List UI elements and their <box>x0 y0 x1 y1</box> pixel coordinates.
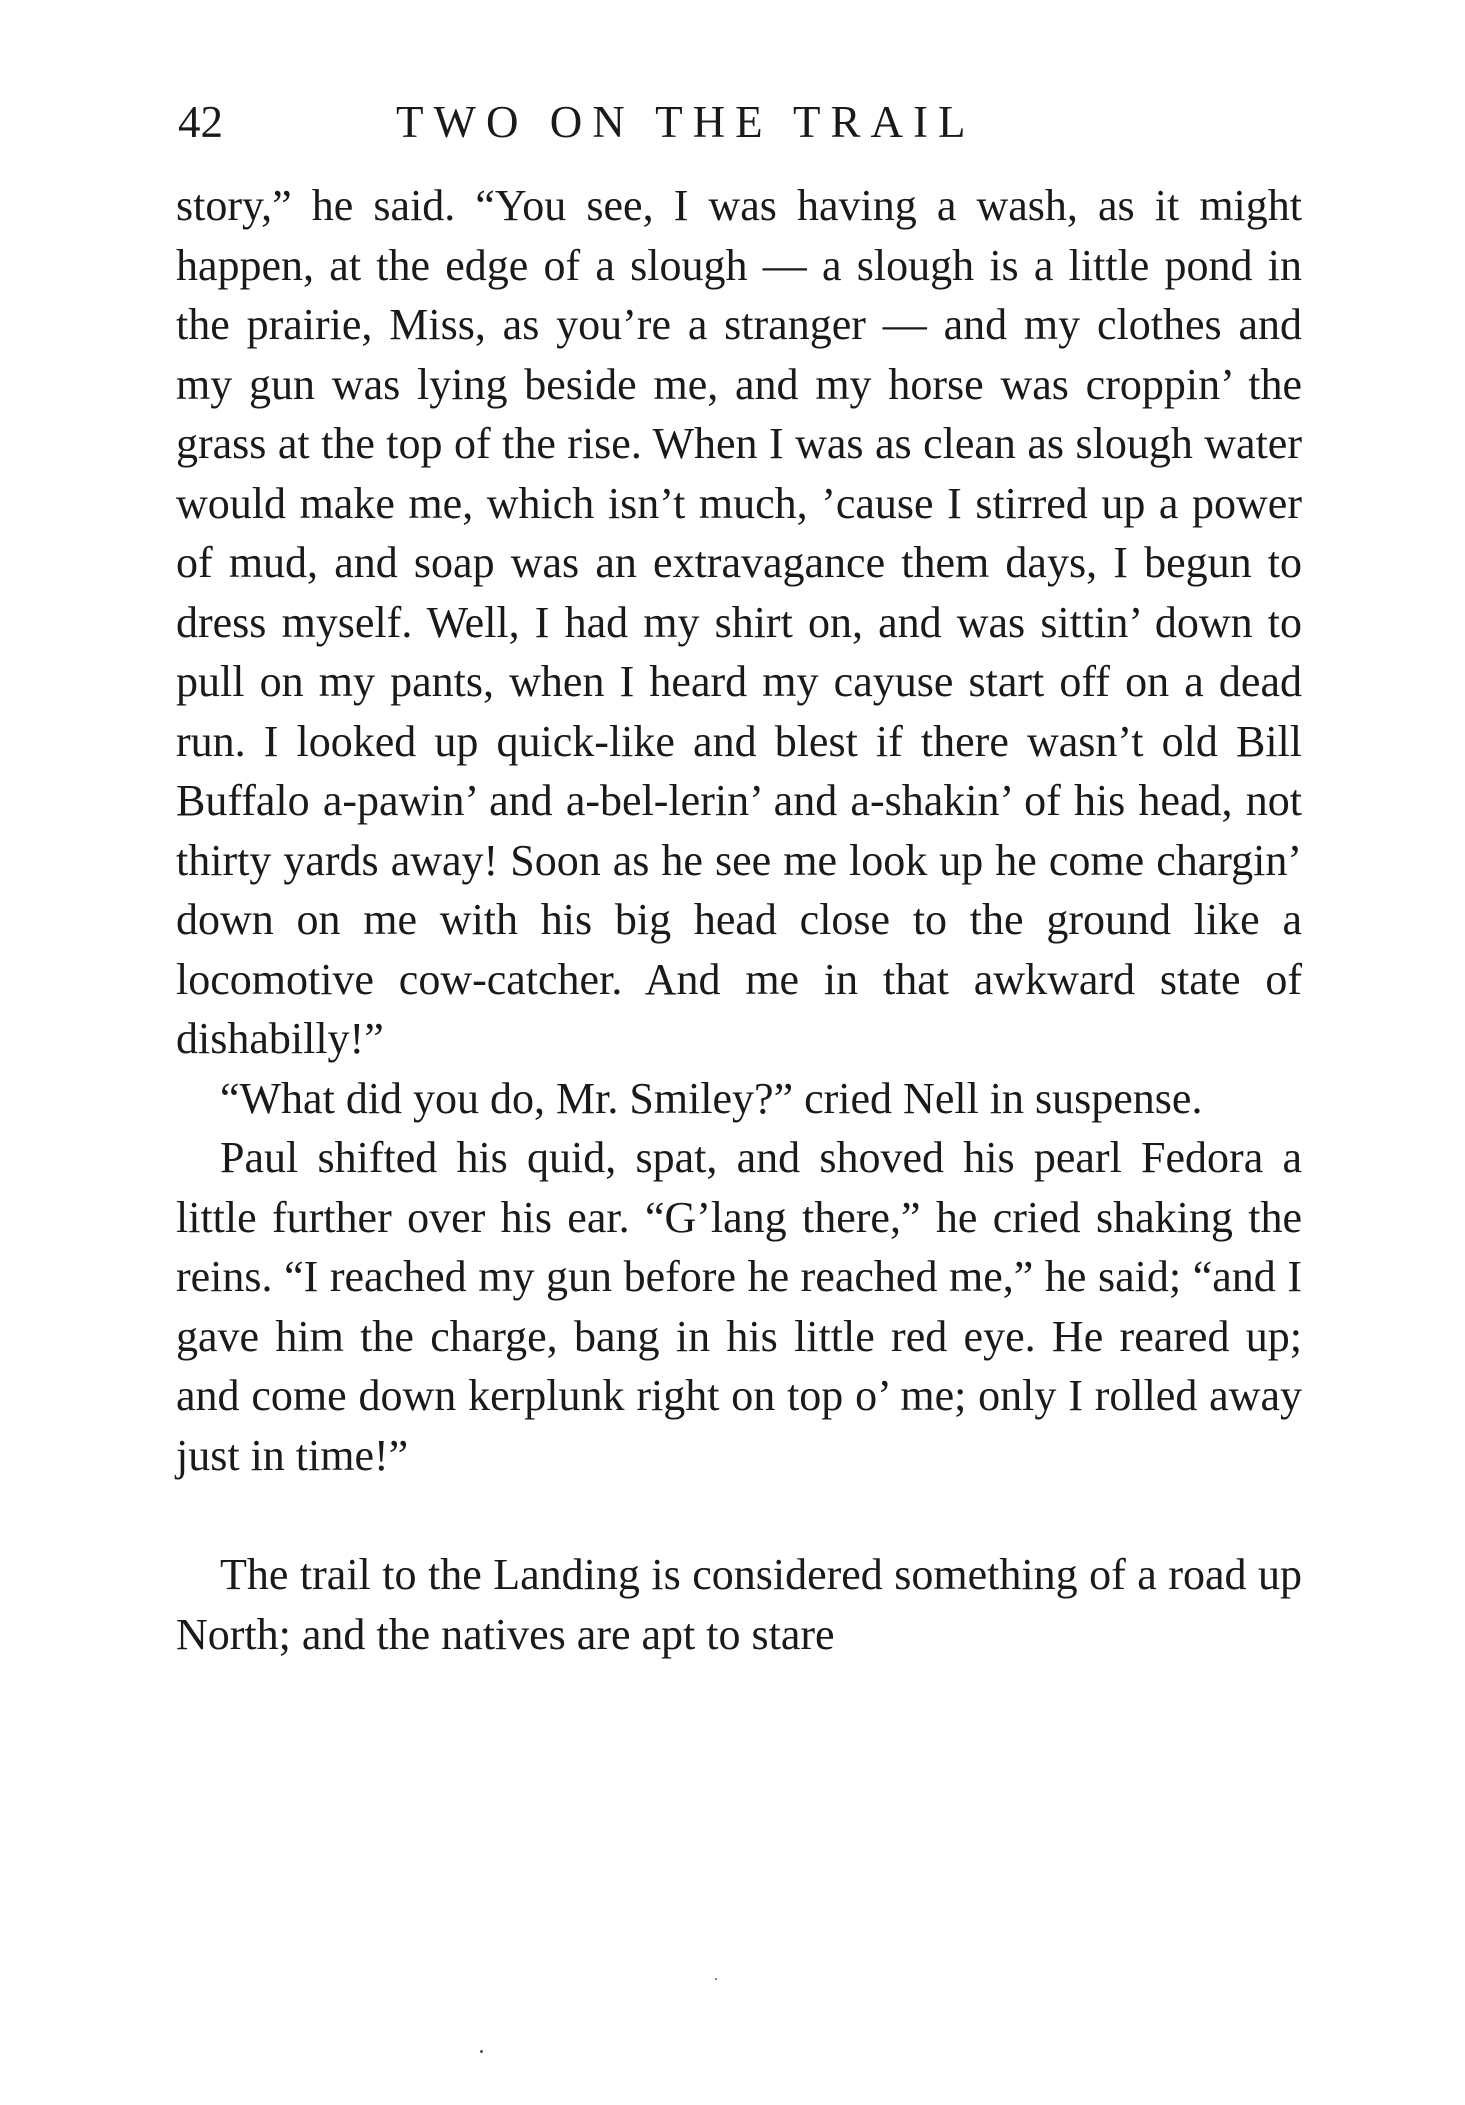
paragraph-paul-answer: Paul shifted his quid, spat, and shoved his pearl Fedora a little further over his ear. “G’lang there,” he cried shaking the reins. “I reached my gun before he reached me,” he said; “and I gave him the charge, bang in his little red eye. He reared up; and come down kerplunk right on top o’ me; only I rolled away just in time!” <box>176 1133 1302 1480</box>
running-head <box>178 92 1298 152</box>
page-number: 42 <box>178 97 223 147</box>
print-speck <box>480 2050 483 2053</box>
paragraph-story-continuation: story,” he said. “You see, I was having a wash, as it might happen, at the edge of a slough — a slough is a little pond in the prairie, Miss, as you’re a stranger — and my clothes and my gun was lying beside me, and my horse was croppin’ the grass at the top of the rise. When I was as clean as slough water would make me, which isn’t much, ’cause I stirred up a power of mud, and soap was an extravagance them days, I begun to dress myself. Well, I had my shirt on, and was sittin’ down to pull on my pants, when I heard my cayuse start off on a dead run. I looked up quick-like and blest if there wasn’t old Bill Buffalo a-pawin’ and a-bel-lerin’ and a-shakin’ of his head, not thirty yards away! Soon as he see me look up he come chargin’ down on me with his big head close to the ground like a locomotive cow-catcher. And me in that awkward state of dishabilly!” <box>176 181 1302 1063</box>
body-text <box>176 176 1302 1664</box>
paragraph-trail-landing: The trail to the Landing is considered something of a road up North; and the natives are apt to stare <box>176 1550 1302 1659</box>
print-speck <box>715 1978 717 1980</box>
paragraph-nell-question: “What did you do, Mr. Smiley?” cried Nell in suspense. <box>220 1073 1203 1123</box>
running-title: TWO ON THE TRAIL <box>396 97 976 147</box>
